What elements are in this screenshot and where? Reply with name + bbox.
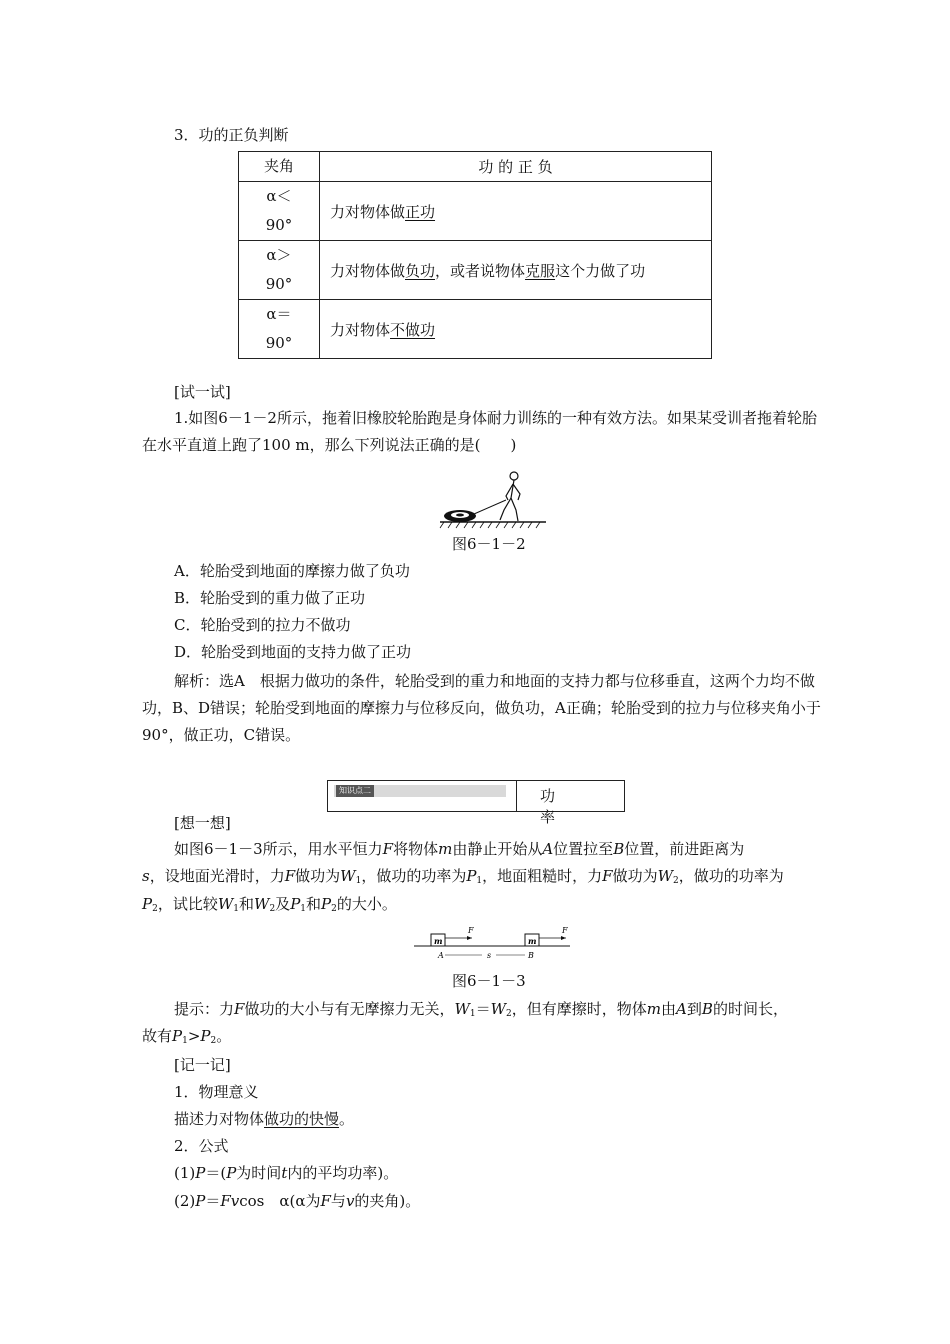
try-question: 1.如图6－1－2所示，拖着旧橡胶轮胎跑是身体耐力训练的一种有效方法。如果某受训者拖着轮胎在水平直道上跑了100 m，那么下列说法正确的是( ) <box>142 409 817 454</box>
angle-cell <box>239 182 320 241</box>
sign-cell <box>320 182 712 241</box>
mass-label: m <box>434 936 443 946</box>
section-heading: 3．功的正负判断 <box>174 126 289 144</box>
sign-underlined: 不做功 <box>390 320 436 339</box>
remember-item-2: 2．公式 <box>174 1137 229 1155</box>
think-line-2: s，设地面光滑时，力F做功为$W_1$，做功的功率为$P_1$，地面粗糙时，力F做功为$W_2$，做功的功率为 <box>142 867 784 886</box>
work-sign-table <box>238 151 712 359</box>
table-header-sign: 功 的 正 负 <box>320 152 712 182</box>
think-label: [想一想] <box>174 814 231 832</box>
table-row <box>239 300 712 359</box>
figure-caption: 图6－1－3 <box>452 972 526 990</box>
knowledge-point-tag-text: 知识点二 <box>336 785 374 797</box>
force-label: F <box>468 926 474 935</box>
point-a-label: A <box>438 951 444 960</box>
angle-value: 90° <box>265 216 293 234</box>
sign-underlined: 正功 <box>405 202 436 221</box>
sign-text: 力对物体做 <box>330 202 406 221</box>
try-label: [试一试] <box>174 383 231 401</box>
angle-cell <box>239 241 320 300</box>
table-header-angle: 夹角 <box>239 152 320 182</box>
option-c: C．轮胎受到的拉力不做功 <box>174 616 351 634</box>
angle-value: 90° <box>265 275 293 293</box>
hint-line-2: 故有$P_1>P_2$。 <box>142 1027 232 1046</box>
sign-cell <box>320 241 712 300</box>
table-row <box>239 182 712 241</box>
angle-condition: α＝ <box>266 305 292 323</box>
knowledge-point-box <box>327 780 625 826</box>
formula-2: (2)P＝Fvcos α(α为F与v的夹角)。 <box>174 1192 421 1210</box>
angle-condition: α＞ <box>266 246 292 264</box>
point-b-label: B <box>528 951 534 960</box>
remember-label: [记一记] <box>174 1056 231 1074</box>
mass-label: m <box>528 936 537 946</box>
option-b: B．轮胎受到的重力做了正功 <box>174 589 366 607</box>
option-d: D．轮胎受到地面的支持力做了正功 <box>174 643 412 661</box>
block-motion-figure <box>412 924 572 966</box>
angle-condition: α＜ <box>266 187 292 205</box>
sign-underlined: 克服 <box>525 261 556 280</box>
sign-text: 这个力做了功 <box>555 261 646 280</box>
sign-cell <box>320 300 712 359</box>
analysis-text: 解析：选A 根据力做功的条件，轮胎受到的重力和地面的支持力都与位移垂直，这两个力均不做功，B、D错误；轮胎受到地面的摩擦力与位移反向，做负功，A正确；轮胎受到的拉力与位移夹角小于90°，做正功，C错误。 <box>142 672 821 744</box>
sign-underlined: 负功 <box>405 261 436 280</box>
angle-value: 90° <box>265 334 293 352</box>
sign-text: ，或者说物体 <box>435 261 526 280</box>
angle-cell <box>239 300 320 359</box>
think-line-3: $P_2$，试比较$W_1$和$W_2$及$P_1$和$P_2$的大小。 <box>142 895 397 914</box>
think-line-1: 如图6－1－3所示，用水平恒力F将物体m由静止开始从A位置拉至B位置，前进距离为 <box>174 840 745 858</box>
formula-1: (1)P＝(P为时间t内的平均功率)。 <box>174 1164 399 1182</box>
remember-item-1-text: 描述力对物体做功的快慢。 <box>174 1110 355 1128</box>
option-a: A．轮胎受到地面的摩擦力做了负功 <box>174 562 410 580</box>
table-header-row <box>239 152 712 182</box>
figure-caption: 图6－1－2 <box>452 535 526 553</box>
knowledge-point-tag <box>334 785 506 797</box>
sign-text: 力对物体做 <box>330 261 406 280</box>
sign-text: 力对物体 <box>330 320 391 339</box>
force-label: F <box>562 926 568 935</box>
distance-label: s <box>487 951 492 960</box>
table-row <box>239 241 712 300</box>
tire-runner-figure <box>438 470 548 530</box>
remember-item-1: 1．物理意义 <box>174 1083 259 1101</box>
hint-line-1: 提示：力F做功的大小与有无摩擦力无关，$W_1=W_2$，但有摩擦时，物体m由A到B的时间长， <box>174 1000 788 1019</box>
knowledge-point-title: 功率 <box>540 787 586 826</box>
divider <box>516 781 517 811</box>
